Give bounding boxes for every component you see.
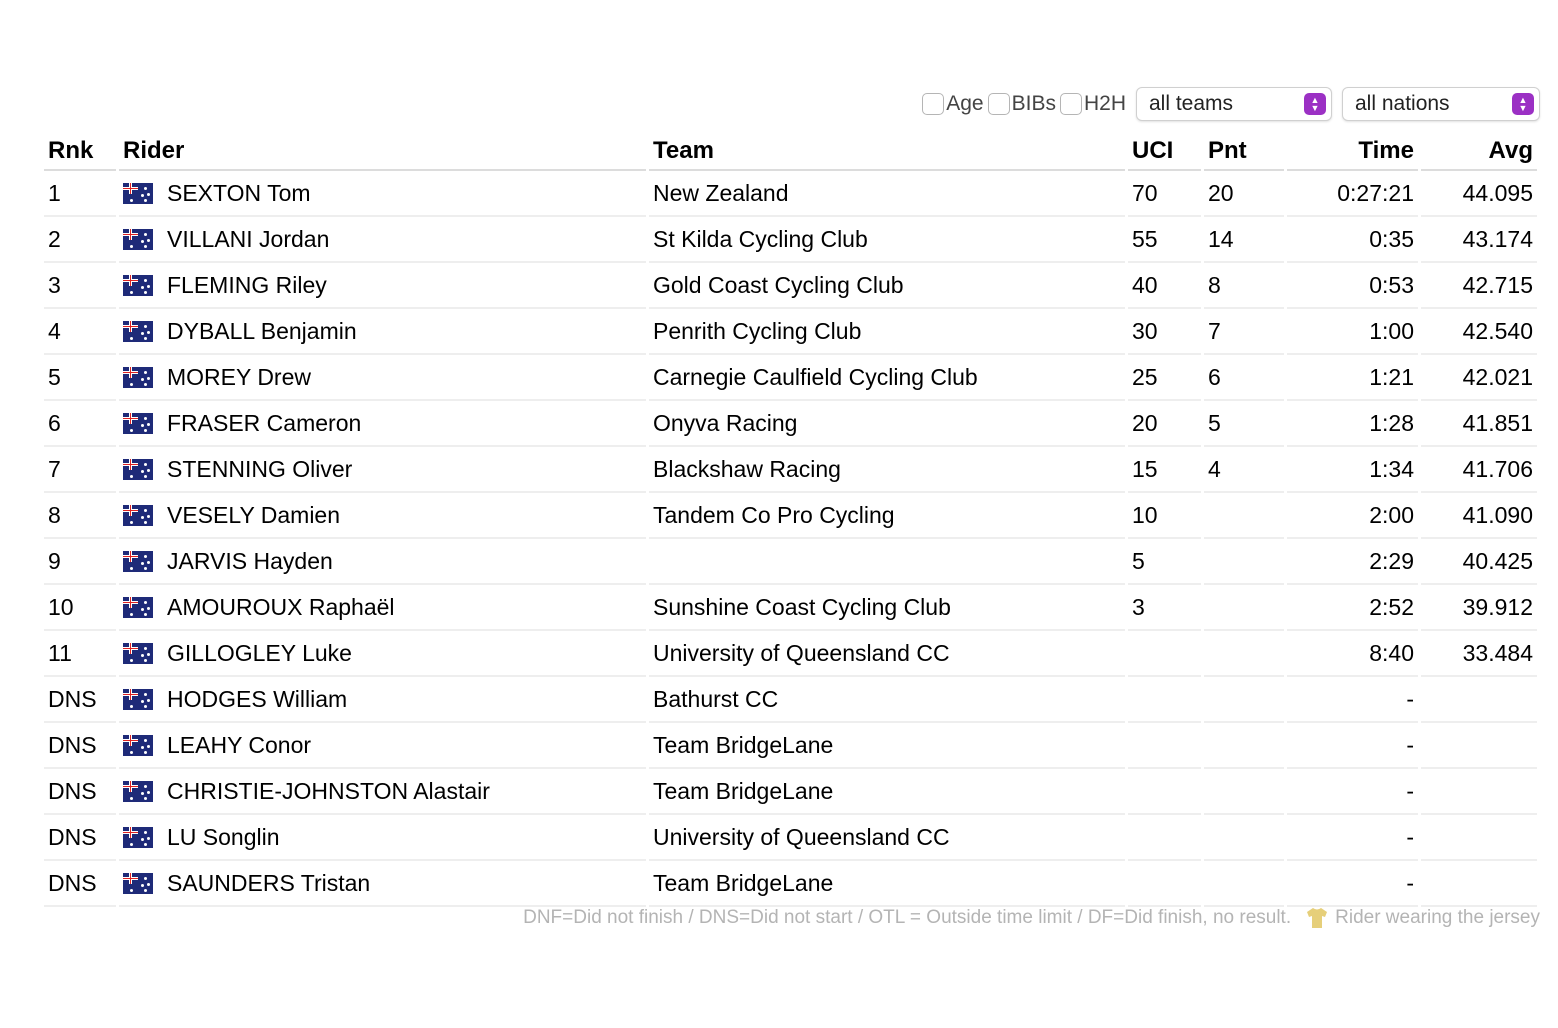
table-row	[44, 447, 1537, 493]
cell-rnk-value: DNS	[48, 869, 97, 896]
cell-rnk-value: 5	[48, 363, 61, 390]
cell-avg	[1421, 723, 1537, 769]
cell-pnt-value: 14	[1208, 225, 1234, 252]
cell-time	[1287, 263, 1418, 309]
team-name-link[interactable]: St Kilda Cycling Club	[653, 225, 868, 252]
select-arrows-icon: ▲ ▼	[1304, 93, 1326, 115]
cell-uci	[1128, 585, 1201, 631]
cell-team	[649, 723, 1125, 769]
cell-rnk	[44, 401, 116, 447]
australia-flag-icon	[123, 275, 153, 296]
team-name-link[interactable]: Sunshine Coast Cycling Club	[653, 593, 951, 620]
rider-name-link[interactable]: DYBALL Benjamin	[167, 317, 357, 344]
cell-rider	[119, 493, 646, 539]
cell-rnk-value: 3	[48, 271, 61, 298]
cell-time-value: -	[1406, 731, 1414, 758]
cell-rnk-value: 8	[48, 501, 61, 528]
cell-team	[649, 677, 1125, 723]
cell-pnt	[1204, 769, 1284, 815]
cell-rnk	[44, 447, 116, 493]
table-row	[44, 769, 1537, 815]
cell-time-value: 1:21	[1369, 363, 1414, 390]
cell-avg	[1421, 263, 1537, 309]
rider-name-link[interactable]: SAUNDERS Tristan	[167, 869, 371, 896]
team-name-link[interactable]: University of Queensland CC	[653, 639, 950, 666]
cell-time-value: 2:29	[1369, 547, 1414, 574]
cell-time	[1287, 861, 1418, 907]
rider-name-link[interactable]: LU Songlin	[167, 823, 280, 850]
col-header-avg[interactable]: Avg	[1421, 133, 1537, 171]
cell-avg	[1421, 677, 1537, 723]
team-name-link[interactable]: Penrith Cycling Club	[653, 317, 862, 344]
legend-text: DNF=Did not finish / DNS=Did not start / OTL = Outside time limit / DF=Did finish, no result.	[523, 907, 1292, 928]
cell-time-value: -	[1406, 869, 1414, 896]
h2h-checkbox[interactable]	[1060, 92, 1126, 116]
table-row	[44, 355, 1537, 401]
cell-rnk	[44, 631, 116, 677]
cell-time	[1287, 493, 1418, 539]
cell-uci	[1128, 539, 1201, 585]
cell-rider	[119, 217, 646, 263]
cell-avg-value: 44.095	[1462, 179, 1533, 206]
col-header-time[interactable]: Time	[1287, 133, 1418, 171]
cell-avg-value: 41.851	[1462, 409, 1533, 436]
jersey-icon	[1305, 906, 1329, 930]
cell-team	[649, 769, 1125, 815]
australia-flag-icon	[123, 229, 153, 250]
cell-avg-value: 43.174	[1462, 225, 1533, 252]
cell-time-value: -	[1406, 777, 1414, 804]
cell-rnk	[44, 861, 116, 907]
cell-time	[1287, 631, 1418, 677]
cell-rnk	[44, 677, 116, 723]
table-row	[44, 585, 1537, 631]
rider-name-link[interactable]: GILLOGLEY Luke	[167, 639, 352, 666]
australia-flag-icon	[123, 321, 153, 342]
cell-avg	[1421, 171, 1537, 217]
team-name-link[interactable]: Team BridgeLane	[653, 869, 834, 896]
cell-avg-value: 41.706	[1462, 455, 1533, 482]
team-name-link[interactable]: Tandem Co Pro Cycling	[653, 501, 895, 528]
cell-pnt	[1204, 493, 1284, 539]
team-name-link[interactable]: University of Queensland CC	[653, 823, 950, 850]
cell-team	[649, 263, 1125, 309]
cell-avg	[1421, 631, 1537, 677]
cell-time-value: 8:40	[1369, 639, 1414, 666]
cell-team	[649, 493, 1125, 539]
cell-time	[1287, 447, 1418, 493]
cell-time	[1287, 309, 1418, 355]
australia-flag-icon	[123, 735, 153, 756]
cell-pnt	[1204, 861, 1284, 907]
cell-rider	[119, 585, 646, 631]
cell-time-value: 2:52	[1369, 593, 1414, 620]
rider-name-link[interactable]: MOREY Drew	[167, 363, 311, 390]
cell-avg	[1421, 355, 1537, 401]
cell-uci-value: 10	[1132, 501, 1158, 528]
cell-uci	[1128, 447, 1201, 493]
cell-rnk-value: 2	[48, 225, 61, 252]
team-name-link[interactable]: Team BridgeLane	[653, 777, 834, 804]
cell-pnt	[1204, 585, 1284, 631]
cell-uci	[1128, 677, 1201, 723]
cell-rnk-value: 7	[48, 455, 61, 482]
table-row	[44, 723, 1537, 769]
cell-team	[649, 355, 1125, 401]
australia-flag-icon	[123, 643, 153, 664]
cell-time	[1287, 355, 1418, 401]
cell-avg	[1421, 861, 1537, 907]
cell-pnt	[1204, 631, 1284, 677]
cell-avg-value: 42.715	[1462, 271, 1533, 298]
bibs-checkbox-box[interactable]	[988, 93, 1010, 115]
cell-avg	[1421, 309, 1537, 355]
table-row	[44, 815, 1537, 861]
cell-rider	[119, 309, 646, 355]
cell-time-value: -	[1406, 685, 1414, 712]
cell-avg-value: 42.540	[1462, 317, 1533, 344]
cell-avg	[1421, 401, 1537, 447]
cell-uci	[1128, 309, 1201, 355]
cell-time	[1287, 217, 1418, 263]
australia-flag-icon	[123, 551, 153, 572]
cell-rnk	[44, 723, 116, 769]
cell-pnt	[1204, 217, 1284, 263]
table-row	[44, 401, 1537, 447]
cell-uci	[1128, 769, 1201, 815]
bibs-checkbox-label[interactable]: BIBs	[1011, 92, 1056, 115]
cell-pnt	[1204, 263, 1284, 309]
col-header-team[interactable]: Team	[649, 133, 1125, 171]
cell-time-value: 2:00	[1369, 501, 1414, 528]
cell-uci	[1128, 815, 1201, 861]
table-header-row	[44, 133, 1537, 171]
teams-select-value: all teams	[1149, 92, 1234, 115]
cell-avg	[1421, 815, 1537, 861]
cell-rider	[119, 723, 646, 769]
cell-rnk	[44, 585, 116, 631]
rider-name-link[interactable]: LEAHY Conor	[167, 731, 312, 758]
cell-rnk	[44, 171, 116, 217]
cell-rider	[119, 631, 646, 677]
australia-flag-icon	[123, 827, 153, 848]
table-row	[44, 171, 1537, 217]
cell-rnk-value: DNS	[48, 823, 97, 850]
cell-time	[1287, 723, 1418, 769]
cell-pnt	[1204, 309, 1284, 355]
table-row	[44, 631, 1537, 677]
cell-rnk	[44, 815, 116, 861]
table-row	[44, 309, 1537, 355]
rider-name-link[interactable]: VESELY Damien	[167, 501, 341, 528]
cell-pnt-value: 7	[1208, 317, 1221, 344]
team-name-link[interactable]: Blackshaw Racing	[653, 455, 841, 482]
cell-rider	[119, 355, 646, 401]
cell-time	[1287, 769, 1418, 815]
cell-uci	[1128, 861, 1201, 907]
cell-team	[649, 401, 1125, 447]
cell-time	[1287, 401, 1418, 447]
cell-pnt	[1204, 677, 1284, 723]
cell-team	[649, 217, 1125, 263]
cell-team	[649, 447, 1125, 493]
cell-avg	[1421, 217, 1537, 263]
legend	[523, 906, 1540, 930]
rider-name-link[interactable]: SEXTON Tom	[167, 179, 311, 206]
cell-time-value: 1:00	[1369, 317, 1414, 344]
cell-uci-value: 15	[1132, 455, 1158, 482]
rider-name-link[interactable]: AMOUROUX Raphaël	[167, 593, 395, 620]
cell-rnk-value: DNS	[48, 685, 97, 712]
rider-name-link[interactable]: FRASER Cameron	[167, 409, 362, 436]
cell-uci	[1128, 401, 1201, 447]
cell-uci-value: 30	[1132, 317, 1158, 344]
cell-time	[1287, 585, 1418, 631]
cell-rnk-value: 11	[48, 639, 72, 666]
cell-rnk-value: DNS	[48, 777, 97, 804]
australia-flag-icon	[123, 781, 153, 802]
australia-flag-icon	[123, 505, 153, 526]
cell-team	[649, 815, 1125, 861]
cell-rnk-value: 4	[48, 317, 61, 344]
rider-name-link[interactable]: VILLANI Jordan	[167, 225, 330, 252]
cell-pnt	[1204, 815, 1284, 861]
h2h-checkbox-label[interactable]: H2H	[1083, 92, 1126, 115]
australia-flag-icon	[123, 367, 153, 388]
col-header-rnk[interactable]: Rnk	[44, 133, 116, 171]
cell-rnk	[44, 539, 116, 585]
cell-rnk	[44, 769, 116, 815]
rider-name-link[interactable]: JARVIS Hayden	[167, 547, 333, 574]
australia-flag-icon	[123, 597, 153, 618]
nations-select[interactable]	[1342, 87, 1540, 121]
cell-rnk	[44, 263, 116, 309]
cell-pnt	[1204, 447, 1284, 493]
cell-rnk	[44, 355, 116, 401]
cell-rider	[119, 539, 646, 585]
cell-time-value: 0:53	[1369, 271, 1414, 298]
cell-uci-value: 25	[1132, 363, 1158, 390]
cell-uci	[1128, 355, 1201, 401]
cell-rider	[119, 861, 646, 907]
rider-name-link[interactable]: STENNING Oliver	[167, 455, 353, 482]
team-name-link[interactable]: Onyva Racing	[653, 409, 798, 436]
cell-avg	[1421, 539, 1537, 585]
cell-team	[649, 585, 1125, 631]
cell-rider	[119, 263, 646, 309]
col-header-rider[interactable]: Rider	[119, 133, 646, 171]
cell-pnt-value: 4	[1208, 455, 1221, 482]
australia-flag-icon	[123, 183, 153, 204]
cell-time	[1287, 677, 1418, 723]
cell-rnk-value: 10	[48, 593, 74, 620]
cell-rnk-value: 6	[48, 409, 61, 436]
australia-flag-icon	[123, 873, 153, 894]
cell-rnk-value: 1	[48, 179, 61, 206]
cell-avg-value: 40.425	[1462, 547, 1533, 574]
cell-pnt	[1204, 355, 1284, 401]
cell-time-value: -	[1406, 823, 1414, 850]
cell-uci-value: 55	[1132, 225, 1158, 252]
cell-avg-value: 42.021	[1462, 363, 1533, 390]
select-arrows-icon: ▲ ▼	[1512, 93, 1534, 115]
cell-pnt	[1204, 723, 1284, 769]
cell-rnk	[44, 309, 116, 355]
cell-uci	[1128, 217, 1201, 263]
cell-rnk-value: DNS	[48, 731, 97, 758]
cell-pnt-value: 8	[1208, 271, 1221, 298]
cell-time-value: 1:28	[1369, 409, 1414, 436]
cell-rider	[119, 815, 646, 861]
cell-team	[649, 861, 1125, 907]
table-row	[44, 539, 1537, 585]
cell-time-value: 0:27:21	[1337, 179, 1414, 206]
cell-rnk-value: 9	[48, 547, 61, 574]
cell-rider	[119, 171, 646, 217]
h2h-checkbox-box[interactable]	[1060, 93, 1082, 115]
cell-team	[649, 171, 1125, 217]
cell-avg-value: 41.090	[1462, 501, 1533, 528]
cell-rider	[119, 447, 646, 493]
cell-uci-value: 70	[1132, 179, 1158, 206]
table-row	[44, 217, 1537, 263]
teams-select[interactable]	[1136, 87, 1332, 121]
cell-rnk	[44, 493, 116, 539]
cell-team	[649, 539, 1125, 585]
cell-uci	[1128, 171, 1201, 217]
team-name-link[interactable]: Carnegie Caulfield Cycling Club	[653, 363, 978, 390]
legend-jersey-text: Rider wearing the jersey	[1335, 907, 1540, 928]
rider-name-link[interactable]: FLEMING Riley	[167, 271, 327, 298]
results-table	[41, 133, 1540, 907]
cell-pnt	[1204, 171, 1284, 217]
cell-uci	[1128, 493, 1201, 539]
cell-uci-value: 5	[1132, 547, 1145, 574]
australia-flag-icon	[123, 689, 153, 710]
cell-avg-value: 33.484	[1462, 639, 1533, 666]
filters-bar	[922, 86, 1540, 122]
cell-time-value: 0:35	[1369, 225, 1414, 252]
col-header-pnt[interactable]: Pnt	[1204, 133, 1284, 171]
cell-time	[1287, 171, 1418, 217]
cell-pnt-value: 6	[1208, 363, 1221, 390]
cell-avg	[1421, 585, 1537, 631]
col-header-uci[interactable]: UCI	[1128, 133, 1201, 171]
cell-rider	[119, 677, 646, 723]
age-checkbox[interactable]	[922, 92, 983, 116]
cell-time	[1287, 815, 1418, 861]
cell-time	[1287, 539, 1418, 585]
cell-uci	[1128, 263, 1201, 309]
cell-time-value: 1:34	[1369, 455, 1414, 482]
cell-uci-value: 20	[1132, 409, 1158, 436]
cell-uci-value: 40	[1132, 271, 1158, 298]
cell-uci-value: 3	[1132, 593, 1145, 620]
cell-uci	[1128, 723, 1201, 769]
table-row	[44, 263, 1537, 309]
table-row	[44, 861, 1537, 907]
age-checkbox-box[interactable]	[922, 93, 944, 115]
team-name-link[interactable]: New Zealand	[653, 179, 789, 206]
nations-select-value: all nations	[1355, 92, 1450, 115]
australia-flag-icon	[123, 459, 153, 480]
cell-avg	[1421, 493, 1537, 539]
bibs-checkbox[interactable]	[988, 92, 1056, 116]
cell-pnt-value: 5	[1208, 409, 1221, 436]
team-name-link[interactable]: Gold Coast Cycling Club	[653, 271, 904, 298]
cell-team	[649, 631, 1125, 677]
age-checkbox-label[interactable]: Age	[946, 92, 984, 115]
cell-pnt-value: 20	[1208, 179, 1234, 206]
cell-avg-value: 39.912	[1462, 593, 1533, 620]
cell-team	[649, 309, 1125, 355]
rider-name-link[interactable]: CHRISTIE-JOHNSTON Alastair	[167, 777, 490, 804]
cell-uci	[1128, 631, 1201, 677]
rider-name-link[interactable]: HODGES William	[167, 685, 348, 712]
team-name-link[interactable]: Bathurst CC	[653, 685, 779, 712]
cell-avg	[1421, 769, 1537, 815]
cell-pnt	[1204, 401, 1284, 447]
table-row	[44, 677, 1537, 723]
table-row	[44, 493, 1537, 539]
cell-rider	[119, 401, 646, 447]
australia-flag-icon	[123, 413, 153, 434]
cell-pnt	[1204, 539, 1284, 585]
team-name-link[interactable]: Team BridgeLane	[653, 731, 834, 758]
cell-rider	[119, 769, 646, 815]
cell-avg	[1421, 447, 1537, 493]
cell-rnk	[44, 217, 116, 263]
